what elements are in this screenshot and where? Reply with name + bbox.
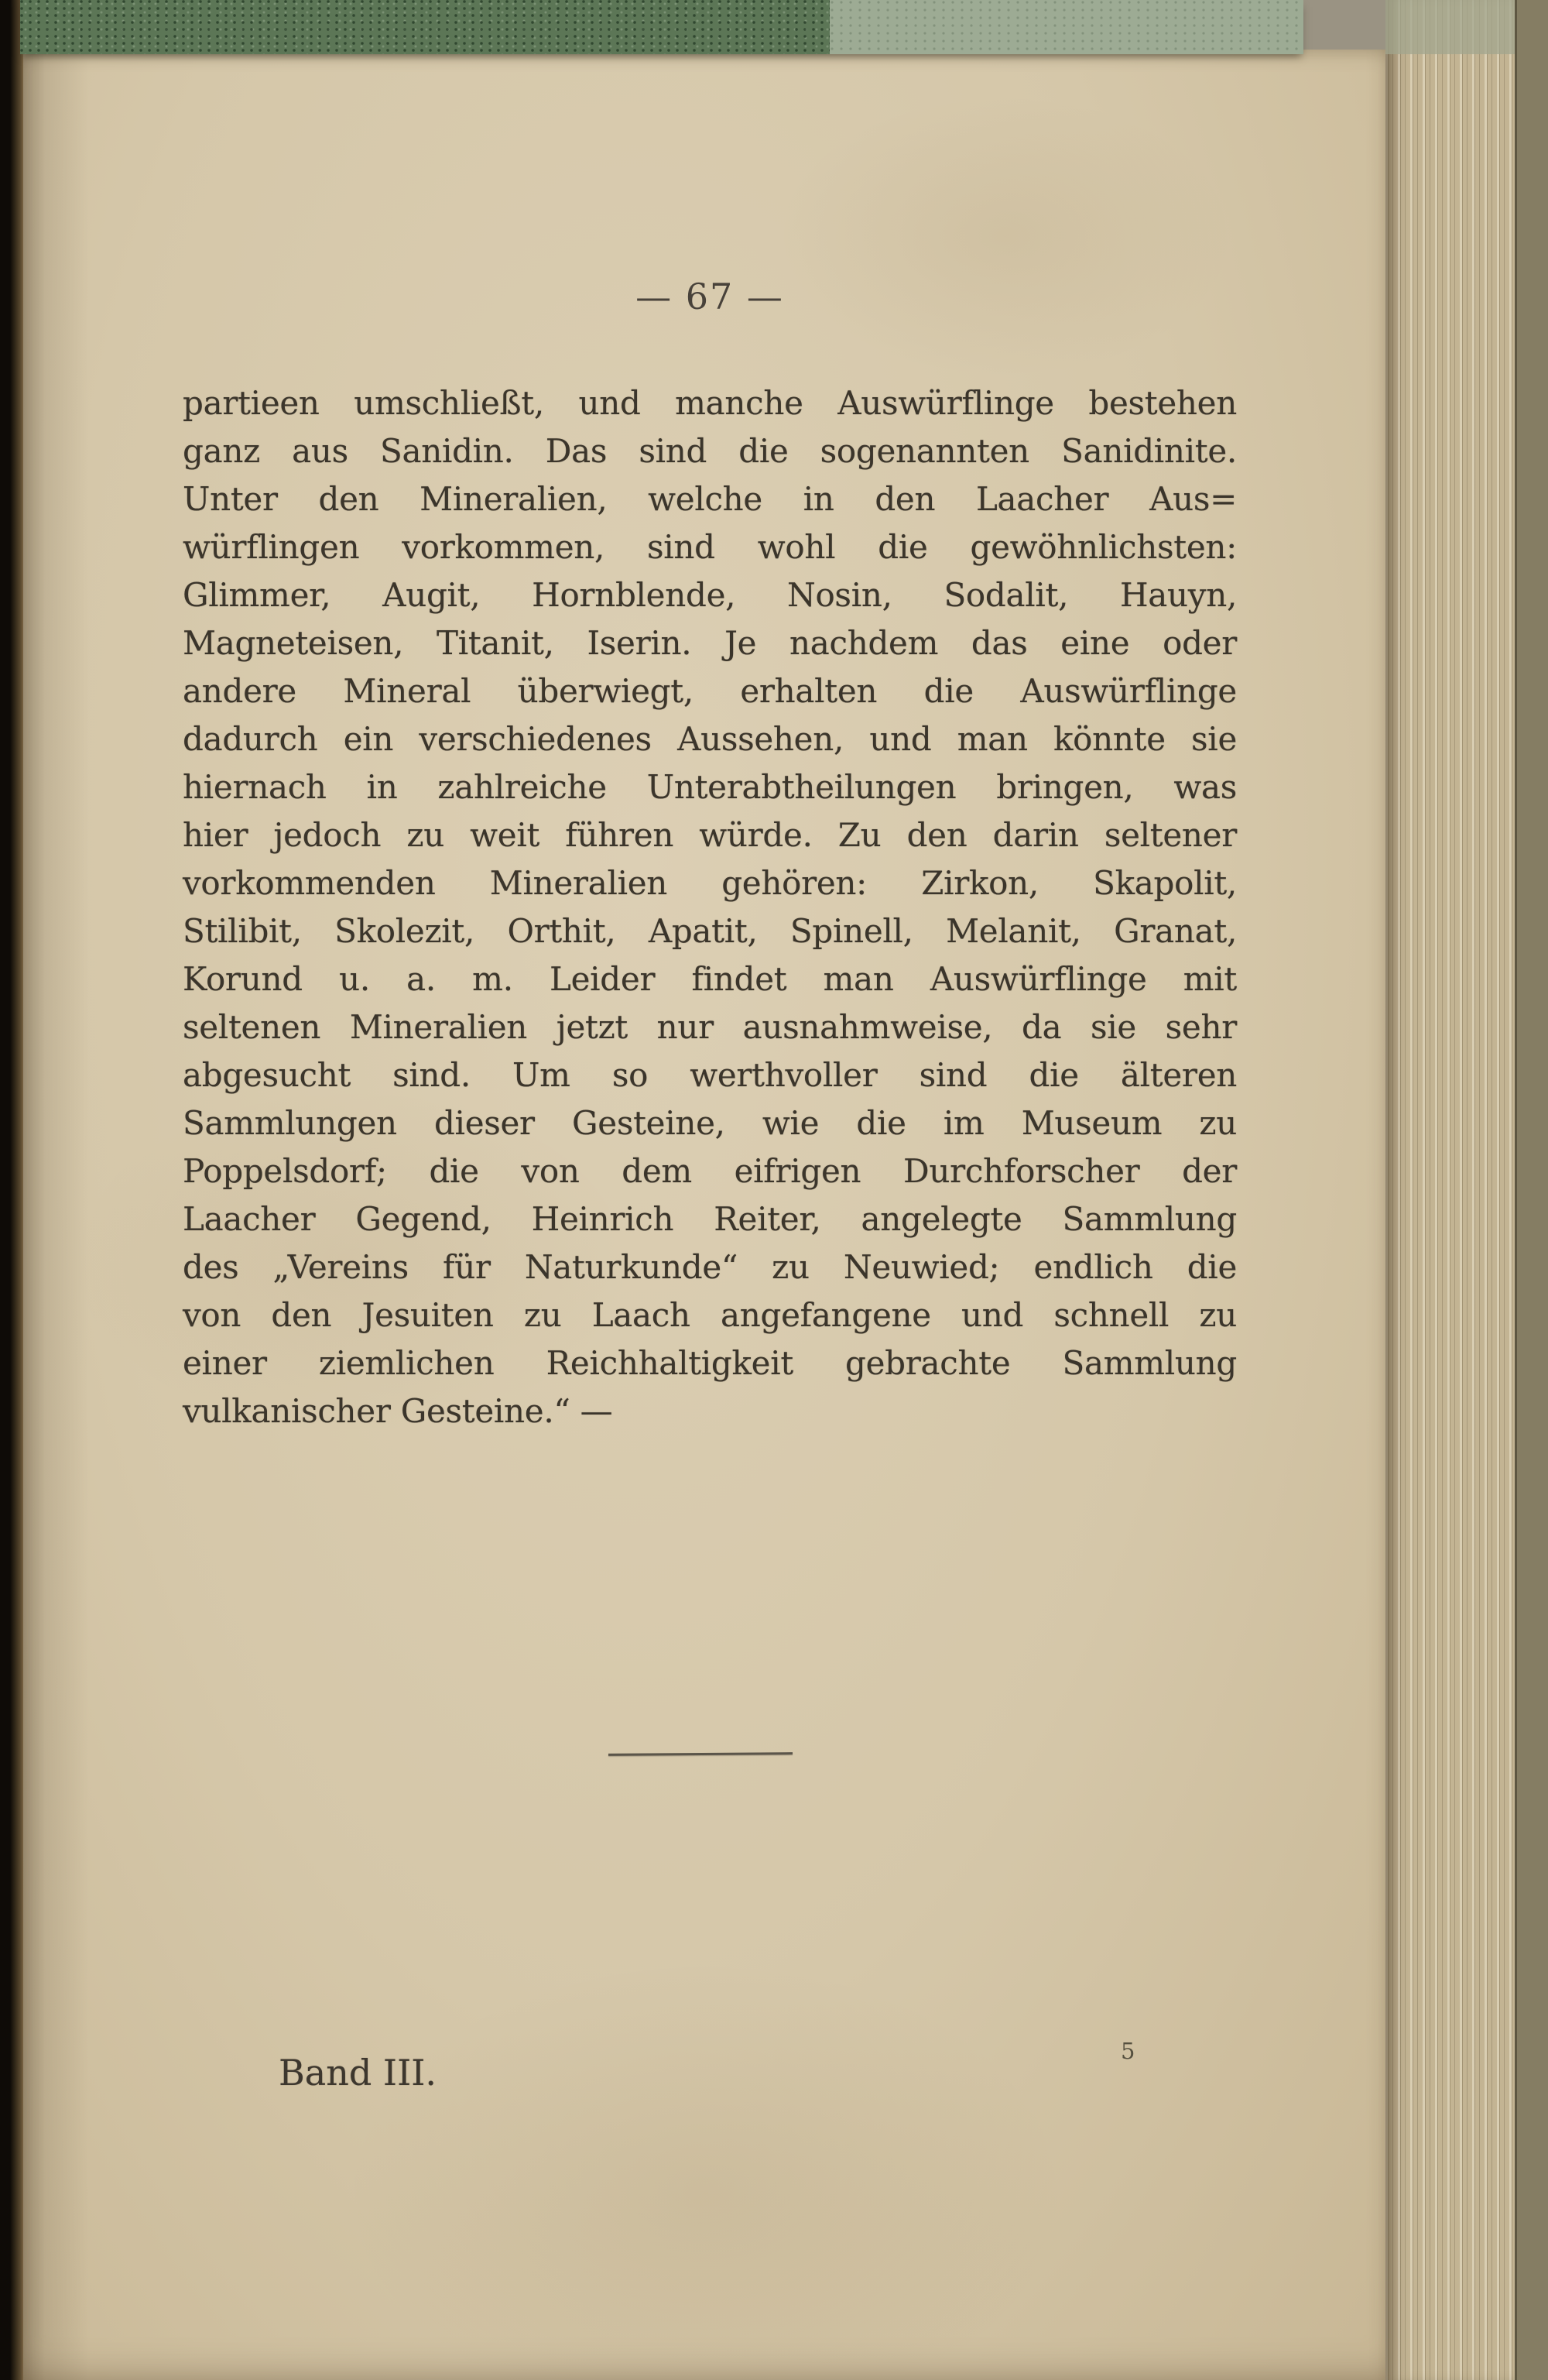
book-cover-top-edge-light	[830, 0, 1303, 54]
text-line: von den Jesuiten zu Laach angefangene und schnell zu	[183, 1296, 1237, 1334]
text-line: vulkanischer Gesteine.“ —	[183, 1392, 613, 1430]
page-number: — 67 —	[635, 276, 784, 317]
page-edges-right	[1385, 0, 1548, 2380]
text-line: vorkommenden Mineralien gehören: Zirkon, Skapolit,	[183, 864, 1237, 902]
text-line: Sammlungen dieser Gesteine, wie die im Museum zu	[183, 1104, 1237, 1142]
text-line: andere Mineral überwiegt, erhalten die Auswürflinge	[183, 672, 1237, 710]
text-line: würflingen vorkommen, sind wohl die gewöhnlichsten:	[183, 528, 1237, 566]
text-line: abgesucht sind. Um so werthvoller sind die älteren	[183, 1056, 1237, 1094]
book-spine-left-edge	[0, 0, 23, 2380]
text-line: Glimmer, Augit, Hornblende, Nosin, Sodalit, Hauyn,	[183, 576, 1237, 614]
text-line: Magneteisen, Titanit, Iserin. Je nachdem das eine oder	[183, 624, 1237, 662]
page-text-block	[183, 379, 1237, 1435]
text-line: einer ziemlichen Reichhaltigkeit gebrachte Sammlung	[183, 1344, 1237, 1382]
text-line: Unter den Mineralien, welche in den Laacher Aus=	[183, 480, 1237, 518]
signature-mark: 5	[1121, 2038, 1135, 2064]
text-line: seltenen Mineralien jetzt nur ausnahmweise, da sie sehr	[183, 1008, 1237, 1046]
text-line: des „Vereins für Naturkunde“ zu Neuwied; endlich die	[183, 1248, 1237, 1286]
book-cover-top-edge	[20, 0, 1303, 54]
text-line: partieen umschließt, und manche Auswürflinge bestehen	[183, 384, 1237, 422]
text-line: ganz aus Sanidin. Das sind die sogenannten Sanidinite.	[183, 432, 1237, 470]
text-line: hier jedoch zu weit führen würde. Zu den darin seltener	[183, 816, 1237, 854]
book-page	[23, 50, 1387, 2380]
text-line: Korund u. a. m. Leider findet man Auswürflinge mit	[183, 960, 1237, 998]
text-line: hiernach in zahlreiche Unterabtheilungen bringen, was	[183, 768, 1237, 806]
text-line: dadurch ein verschiedenes Aussehen, und man könnte sie	[183, 720, 1237, 758]
section-divider-rule	[608, 1752, 793, 1756]
volume-label: Band III.	[279, 2052, 437, 2094]
text-line: Stilibit, Skolezit, Orthit, Apatit, Spinell, Melanit, Granat,	[183, 912, 1237, 950]
text-line: Poppelsdorf; die von dem eifrigen Durchforscher der	[183, 1152, 1237, 1190]
text-line: Laacher Gegend, Heinrich Reiter, angelegte Sammlung	[183, 1200, 1237, 1238]
